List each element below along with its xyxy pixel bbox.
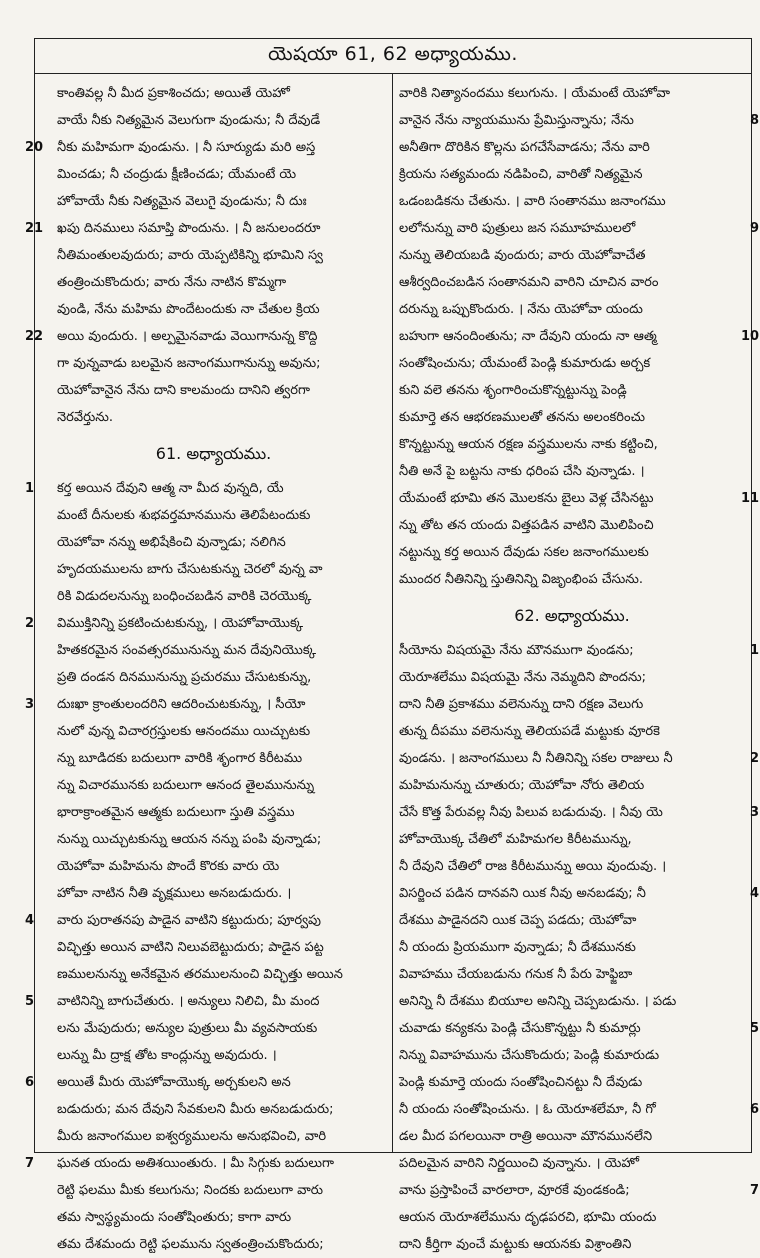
line-text: కుమార్తె తన ఆభరణములతో తనను అలంకరించు [399,410,645,425]
text-line [399,539,745,566]
text-line [25,215,386,242]
verse-number: 3 [25,697,35,712]
line-text: లున్ను మీ ద్రాక్ష తోట కాంద్లున్ను అవుదురు. । [57,1048,277,1063]
text-line [41,1177,386,1204]
line-text: నులో వున్న విచారగ్రస్తులకు ఆనందము యిచ్చుటకు [57,724,311,739]
text-line [399,161,745,188]
text-line [399,512,745,539]
text-line [25,988,386,1015]
line-text: బహుగా ఆనందింతును; నా దేవుని యందు నా ఆత్మ [399,329,657,344]
text-line [399,853,745,880]
line-text: నీతిమంతులవుదురు; వారు యెప్పటికిన్ని భూమిని స్వ [57,248,323,263]
verse-number: 6 [25,1075,35,1090]
text-line [399,1150,745,1177]
text-line [41,296,386,323]
text-line [399,664,745,691]
line-text: విచ్ఛిత్తు అయిన వాటిని నిలువబెట్టుదురు; పాడైన పట్ట [57,940,324,955]
line-text: తమ స్వాస్థ్యమందు సంతోషింతురు; కాగా వారు [57,1210,292,1225]
text-line [41,664,386,691]
text-line [399,377,745,404]
line-text: న్ను బూడిదకు బదులుగా వారికి శృంగార కిరీటము [57,751,303,766]
line-text: ఘనత యందు అతిశయింతురు. । మీ సిగ్గుకు బదులుగా [57,1156,335,1171]
chapter-61-heading: 61. అధ్యాయము. [155,444,272,463]
verse-number: 4 [749,886,759,901]
text-line [399,458,745,485]
verse-number: 2 [749,751,759,766]
text-line [41,404,386,431]
line-text: పదిలమైన వారిని నిర్ణయించి వున్నాను. । యెహో [399,1156,639,1171]
line-text: రికి విడుదలనున్ను బంధించబడిన వారికి చెరయొక్క [57,589,312,604]
text-line [399,1069,745,1096]
verse-number: 7 [749,1183,759,1198]
text-line [399,907,745,934]
line-text: మంటే దీనులకు శుభవర్తమానమును తెలిపేటందుకు [57,508,311,523]
line-text: పెండ్లి కుమార్తె యందు సంతోషించినట్టు నీ దేవుడు [399,1075,643,1090]
line-text: హృదయములను బాగు చేసుటకున్ను చెరలో వున్న వా [57,562,323,577]
right-column [393,74,760,1252]
text-line [399,485,760,512]
text-line [41,1015,386,1042]
text-line [41,377,386,404]
text-line [25,1150,386,1177]
text-line [399,404,745,431]
verse-number: 4 [25,913,35,928]
line-text: వుండి, నేను మహిమ పొందేటందుకు నా చేతుల క్రియ [57,302,320,317]
line-text: లను మేపుదురు; అన్యుల పుత్రులు మీ వ్యవసాయకు [57,1021,318,1036]
text-line [41,961,386,988]
line-text: న్ను తోట తన యందు విత్తపడిన వాటిని మొలిపించి [399,518,654,533]
line-text: హితకరమైన సంవత్సరమునున్ను మన దేవునియొక్క [57,643,316,658]
text-line [399,745,759,772]
line-text: దాని కీర్తిగా వుంచే మట్టుకు ఆయనకు విశ్రాంతిని [399,1237,632,1252]
text-line [399,934,745,961]
line-text: నీకు మహిమగా వుండును. । నీ సూర్యుడు మరి అస్త [57,140,316,155]
line-text: ప్రతి దండన దినమునున్ను ప్రచురము చేసుటకున్ను, [57,670,312,685]
text-line [41,934,386,961]
text-line [41,1123,386,1150]
verse-number: 8 [749,113,759,128]
text-line [399,80,745,107]
text-line [399,1042,745,1069]
verse-number: 5 [749,1021,759,1036]
line-text: డల మీద పగలయినా రాత్రి అయినా మౌనమునలేని [399,1129,653,1144]
text-line [41,80,386,107]
right-column-top-text [399,80,760,593]
text-line [25,475,386,502]
line-text: అయితే మీరు యెహోవాయొక్క అర్చకులని అన [57,1075,291,1090]
line-text: ణములనున్ను అనేకమైన తరములనుంచి విచ్ఛిత్తు అయిన [57,967,343,982]
text-line [41,772,386,799]
line-text: నీ యందు ప్రియముగా వున్నాడు; నీ దేశమునకు [399,940,636,955]
line-text: దేశము పాడైనదని యిక చెప్ప పడదు; యెహోవా [399,913,637,928]
line-text: మించడు; నీ చంద్రుడు క్షీణించడు; యేమంటే యె [57,167,297,182]
line-text: కుని వలె తనను శృంగారించుకొన్నట్టున్ను పెండ్లి [399,383,627,398]
text-columns [25,74,760,1252]
line-text: ఖపు దినములు సమాప్తి పొందును. । నీ జనులందరూ [57,221,321,236]
line-text: చేసే కొత్త పేరువల్ల నీవు పిలువ బడుదువు. । నీవు యె [399,805,663,820]
chapter-62-heading: 62. అధ్యాయము. [514,606,630,625]
line-text: నున్ను తెలియబడి వుందురు; వారు యెహోవాచేత [399,248,646,263]
line-text: బడుదురు; మన దేవుని సేవకులని మీరు అనబడుదురు; [57,1102,334,1117]
text-line [399,718,745,745]
text-line [399,242,745,269]
text-line [399,826,745,853]
line-text: తున్న దీపము వలెనున్ను తెలియపడే మట్టుకు వూరకె [399,724,660,739]
text-line [25,907,386,934]
line-text: వారు పురాతనపు పాడైన వాటిని కట్టుదురు; పూర్వపు [57,913,322,928]
text-line [41,1231,386,1258]
left-column-bottom-text [25,475,386,1258]
text-line [399,269,745,296]
text-line [25,323,386,350]
line-text: న్ను విచారమునకు బదులుగా ఆనంద తైలమునున్ను [57,778,315,793]
text-line [41,637,386,664]
text-line [41,718,386,745]
left-column-top-text [25,80,386,431]
line-text: నెరవేర్తును. [57,410,114,425]
verse-number: 3 [749,805,759,820]
text-line [41,161,386,188]
text-line [41,583,386,610]
line-text: లలోనున్ను వారి పుత్రులు జన సమూహములలో [399,221,636,236]
line-text: యెహోవానైన నేను దాని కాలమందు దానిని త్వరగా [57,383,310,398]
line-text: భారాక్రాంతమైన ఆత్మకు బదులుగా స్తుతి వస్త్రము [57,805,295,820]
text-line [41,188,386,215]
line-text: వాటినిన్ని బాగుచేతురు. । అన్యులు నిలిచి, మీ మంద [57,994,320,1009]
line-text: చువాడు కన్యకను పెండ్లి చేసుకొన్నట్టు నీ కుమార్లు [399,1021,641,1036]
text-line [399,188,745,215]
text-line [399,988,745,1015]
page-title: యెషయా 61, 62 అధ్యాయము. [268,42,518,65]
line-text: తంత్రించుకొందురు; వారు నేను నాటిన కొమ్మగా [57,275,287,290]
text-line [41,502,386,529]
text-line [399,107,759,134]
line-text: దుఃఖా క్రాంతులందరిని ఆదరించుటకున్ను, । సీయో [57,697,306,712]
text-line [399,637,759,664]
line-text: సీయోను విషయమై నేను మౌనముగా వుండను; [399,643,634,658]
line-text: వివాహము చేయబడును గనుక నీ పేరు హెఫ్జిబా [399,967,633,982]
text-line [41,745,386,772]
text-line [399,566,745,593]
text-line [41,350,386,377]
verse-number: 7 [25,1156,35,1171]
text-line [399,1231,745,1258]
line-text: వానైన నేను న్యాయమును ప్రేమిస్తున్నాను; నేను [399,113,634,128]
verse-number: 5 [25,994,35,1009]
text-line [25,134,386,161]
line-text: నట్టున్ను కర్త అయిన దేవుడు సకల జనాంగములకు [399,545,649,560]
bible-page [25,38,760,1252]
line-text: విసర్జించ పడిన దానవని యిక నీవు అనబడవు; నీ [399,886,646,901]
text-line [399,296,745,323]
line-text: ఆయన యెరూశలేమును దృఢపరచి, భూమి యందు [399,1210,657,1225]
text-line [41,269,386,296]
line-text: కొన్నట్టున్ను ఆయన రక్షణ వస్త్రములను నాకు కట్టించి, [399,437,658,452]
line-text: వాయే నీకు నిత్యమైన వెలుగుగా వుండును; నీ దేవుడే [57,113,321,128]
text-line [41,107,386,134]
line-text: క్రియను సత్యమందు నడిపించి, వారితో నిత్యమైన [399,167,643,182]
line-text: ఒడంబడికను చేతును. । వారి సంతానము జనాంగము [399,194,666,209]
text-line [399,961,745,988]
text-line [25,610,386,637]
line-text: నీ దేవుని చేతిలో రాజ కిరీటమున్ను అయి వుందువు. । [399,859,667,874]
verse-number: 20 [25,140,44,155]
line-text: యెహోవా మహిమను పొందే కొరకు వారు యె [57,859,280,874]
text-line [25,691,386,718]
line-text: నున్ను యిచ్చుటకున్ను ఆయన నన్ను పంపి వున్నాడు; [57,832,322,847]
line-text: తమ దేశమందు రెట్టి ఫలమును స్వతంత్రించుకొందురు; [57,1237,324,1252]
line-text: మీరు జనాంగముల ఐశ్వర్యములను అనుభవించి, వారి [57,1129,327,1144]
text-line [41,242,386,269]
line-text: అనీతిగా దొరికిన కొల్లను పగచేసేవాడను; నేను వారి [399,140,650,155]
text-line [41,1096,386,1123]
line-text: అయి వుందురు. । అల్పమైనవాడు వెయిగానున్న కొద్ది [57,329,318,344]
line-text: హోవాయొక్క చేతిలో మహిమగల కిరీటమున్ను, [399,832,632,847]
verse-number: 6 [749,1102,759,1117]
text-line [399,772,745,799]
line-text: యెరూశలేము విషయమై నేను నెమ్మదిని పొందను; [399,670,646,685]
verse-number: 22 [25,329,44,344]
line-text: నీ యందు సంతోషించును. । ఓ యెరూశలేమా, నీ గో [399,1102,656,1117]
text-line [41,799,386,826]
text-line [41,529,386,556]
line-text: యెహోవా నన్ను అభిషేకించి వున్నాడు; నలిగిన [57,535,286,550]
text-line [399,691,745,718]
line-text: వాను ప్రస్తాపించే వారలారా, వూరకే వుండకండి; [399,1183,630,1198]
text-line [399,880,759,907]
text-line [41,1204,386,1231]
text-line [399,1123,745,1150]
text-line [399,350,745,377]
line-text: ముందర నీతినిన్ని స్తుతినిన్ని విజృంభింప చేసును. [399,572,643,587]
text-line [399,323,760,350]
page-header [35,39,751,74]
text-line [399,215,759,242]
text-line [399,431,745,458]
text-line [41,853,386,880]
text-line [41,880,386,907]
line-text: యేమంటే భూమి తన మొలకను బైలు వెళ్ల చేసినట్టు [399,491,654,506]
right-column-bottom-text [399,637,759,1258]
line-text: మహిమనున్ను చూతురు; యెహోవా నోరు తెలియ [399,778,645,793]
verse-number: 1 [25,481,35,496]
line-text: కర్త అయిన దేవుని ఆత్మ నా మీద వున్నది, యే [57,481,284,496]
line-text: కాంతివల్ల నీ మీద ప్రకాశించదు; అయితే యెహో [57,86,290,101]
text-line [399,1204,745,1231]
left-column [25,74,393,1252]
line-text: వుండను. । జనాంగములు నీ నీతినిన్ని సకల రాజులు నీ [399,751,673,766]
text-line [399,1177,759,1204]
verse-number: 2 [25,616,35,631]
text-line [399,1096,759,1123]
line-text: రెట్టి ఫలము మీకు కలుగును; నిందకు బదులుగా వారు [57,1183,323,1198]
verse-number: 11 [741,491,760,506]
text-line [399,799,759,826]
verse-number: 10 [741,329,760,344]
line-text: సంతోషించును; యేమంటే పెండ్లి కుమారుడు అర్చక [399,356,651,371]
text-line [41,556,386,583]
verse-number: 1 [749,643,759,658]
verse-number: 21 [25,221,44,236]
text-line [399,134,745,161]
line-text: ఆశీర్వదించబడిన సంతానమని వారిని చూచిన వారం [399,275,659,290]
text-line [41,826,386,853]
text-line [399,1015,759,1042]
line-text: దాని నీతి ప్రకాశము వలెనున్ను దాని రక్షణ వెలుగు [399,697,644,712]
line-text: నిన్ను వివాహమును చేసుకొందురు; పెండ్లి కుమారుడు [399,1048,660,1063]
line-text: హోవాయే నీకు నిత్యమైన వెలుగై వుండును; నీ దుః [57,194,307,209]
text-line [25,1069,386,1096]
line-text: హోవా నాటిన నీతి వృక్షములు అనబడుదురు. । [57,886,292,901]
line-text: నీతి అనే పై బట్టను నాకు ధరింప చేసి వున్నాడు. । [399,464,645,479]
verse-number: 9 [749,221,759,236]
text-line [41,1042,386,1069]
line-text: అనిన్ని నీ దేశము బియూల అనిన్ని చెప్పబడును. । పడు [399,994,677,1009]
line-text: దరున్ను ఒప్పుకొందురు. । నేను యెహోవా యందు [399,302,643,317]
line-text: విముక్తినిన్ని ప్రకటించుటకున్ను, । యెహోవాయొక్క [57,616,304,631]
line-text: వారికి నిత్యానందము కలుగును. । యేమంటే యెహోవా [399,86,671,101]
line-text: గా వున్నవాడు బలమైన జనాంగముగానున్ను అవును; [57,356,321,371]
